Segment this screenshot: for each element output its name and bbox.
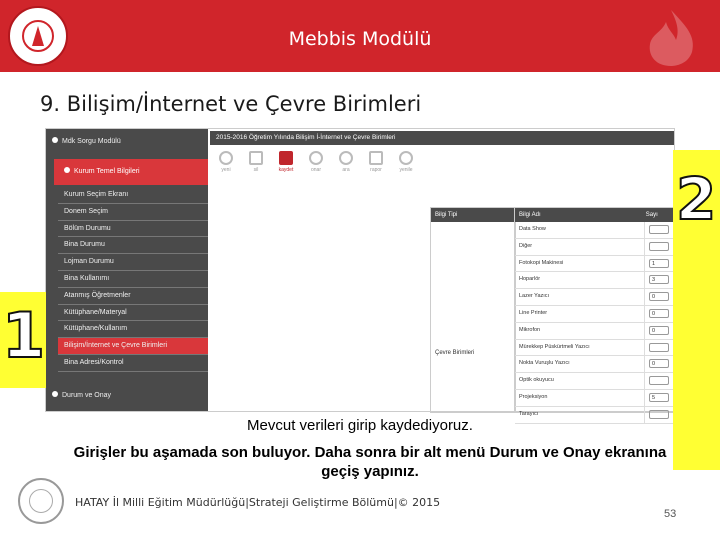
sidebar-item[interactable]: Kurum Seçim Ekranı xyxy=(58,187,208,204)
sayi-cell xyxy=(645,289,675,305)
sidebar-item[interactable]: Kütüphane/Materyal xyxy=(58,305,208,322)
bilgi-adi-cell: Hoparlör xyxy=(515,272,645,288)
sidebar-item[interactable]: Bilişim/İnternet ve Çevre Birimleri xyxy=(58,338,208,355)
footer-logo-icon xyxy=(18,478,64,524)
toolbar-label: kaydet xyxy=(278,167,294,173)
sayi-input[interactable]: 0 xyxy=(649,326,669,335)
sidebar-items xyxy=(58,187,208,372)
column-header-sayi: Sayı xyxy=(645,212,658,218)
sayi-cell xyxy=(645,256,675,272)
bilgi-adi-cell: Lazer Yazıcı xyxy=(515,289,645,305)
toolbar-report-button[interactable] xyxy=(364,149,388,179)
sayi-input[interactable]: 3 xyxy=(649,275,669,284)
content-title-bar: 2015-2016 Öğretim Yılında Bilişim İ-İnternet ve Çevre Birimleri xyxy=(210,131,674,145)
sayi-cell xyxy=(645,222,675,238)
sidebar-item[interactable]: Donem Seçim xyxy=(58,204,208,221)
sayi-input[interactable]: 0 xyxy=(649,309,669,318)
step-number-1: 1 xyxy=(2,299,46,372)
sidebar-top-item[interactable]: Mdk Sorgu Modülü xyxy=(46,131,208,153)
sidebar xyxy=(46,129,208,411)
table-row xyxy=(515,323,675,340)
sidebar-item[interactable]: Lojman Durumu xyxy=(58,254,208,271)
bilgi-tipi-value: Çevre Birimleri xyxy=(435,350,475,356)
table-row xyxy=(515,239,675,256)
bilgi-adi-cell: Data Show xyxy=(515,222,645,238)
sayi-input[interactable]: 0 xyxy=(649,359,669,368)
table-row xyxy=(515,356,675,373)
bilgi-adi-cell: Mürekkep Püskürtmeli Yazıcı xyxy=(515,340,645,356)
bilgi-adi-cell: Optik okuyucu xyxy=(515,373,645,389)
sidebar-item[interactable]: Kütüphane/Kullanım xyxy=(58,321,208,338)
column-header-tip: Bilgi Tipi xyxy=(431,208,515,222)
sayi-input[interactable]: 1 xyxy=(649,259,669,268)
header-bar xyxy=(0,0,720,72)
mebbis-screenshot xyxy=(45,128,675,417)
table-row xyxy=(515,373,675,390)
sidebar-item[interactable]: Bina Durumu xyxy=(58,237,208,254)
flame-watermark-icon xyxy=(636,8,706,68)
toolbar-search-button[interactable] xyxy=(334,149,358,179)
sayi-cell xyxy=(645,356,675,372)
sayi-cell xyxy=(645,306,675,322)
sayi-cell xyxy=(645,323,675,339)
toolbar-save-button[interactable] xyxy=(274,149,298,179)
sayi-cell xyxy=(645,373,675,389)
toolbar-edit-button[interactable] xyxy=(304,149,328,179)
bilgi-adi-cell: Projeksiyon xyxy=(515,390,645,406)
bullet-icon xyxy=(52,391,58,397)
main-content xyxy=(210,129,674,417)
sidebar-item[interactable]: Bölüm Durumu xyxy=(58,221,208,238)
bullet-icon xyxy=(52,137,58,143)
add-icon xyxy=(219,151,233,165)
bilgi-adi-cell: Nokta Vuruşlu Yazıcı xyxy=(515,356,645,372)
report-icon xyxy=(369,151,383,165)
save-icon xyxy=(279,151,293,165)
column-header-ad: Bilgi Adı xyxy=(519,212,541,218)
sidebar-item-durum-onay[interactable]: Durum ve Onay xyxy=(46,385,208,407)
toolbar-label: onar xyxy=(310,167,321,173)
bilgi-table xyxy=(514,207,676,417)
table-row xyxy=(515,340,675,357)
sayi-input[interactable] xyxy=(649,343,669,352)
body-text-1: Mevcut verileri girip kaydediyoruz. xyxy=(247,417,473,434)
refresh-icon xyxy=(399,151,413,165)
sayi-input[interactable] xyxy=(649,376,669,385)
toolbar-label: yeni xyxy=(221,167,231,173)
table-header xyxy=(515,208,675,222)
bilgi-adi-cell: Mikrofon xyxy=(515,323,645,339)
sayi-input[interactable]: 0 xyxy=(649,292,669,301)
table-row xyxy=(515,289,675,306)
table-row xyxy=(515,306,675,323)
step-number-2: 2 xyxy=(676,165,717,233)
sayi-cell xyxy=(645,390,675,406)
sayi-cell xyxy=(645,340,675,356)
sidebar-item[interactable]: Bina Adresi/Kontrol xyxy=(58,355,208,372)
edit-icon xyxy=(309,151,323,165)
toolbar-trash-button[interactable] xyxy=(244,149,268,179)
table-body xyxy=(515,222,675,424)
sayi-input[interactable] xyxy=(649,225,669,234)
table-row xyxy=(515,222,675,239)
sidebar-item[interactable]: Atanmış Öğretmenler xyxy=(58,288,208,305)
page-title: 9. Bilişim/İnternet ve Çevre Birimleri xyxy=(40,92,422,116)
bilgi-adi-cell: Diğer xyxy=(515,239,645,255)
sayi-input[interactable]: 5 xyxy=(649,393,669,402)
bilgi-adi-cell: Line Printer xyxy=(515,306,645,322)
sayi-input[interactable] xyxy=(649,242,669,251)
bilgi-tipi-column xyxy=(430,207,516,413)
page-number: 53 xyxy=(664,508,677,520)
table-row xyxy=(515,256,675,273)
sidebar-item[interactable]: Bina Kullanımı xyxy=(58,271,208,288)
header-title: Mebbis Modülü xyxy=(288,28,432,50)
sayi-cell xyxy=(645,272,675,288)
toolbar-label: sil xyxy=(253,167,259,173)
toolbar xyxy=(214,149,418,179)
table-row xyxy=(515,390,675,407)
bilgi-adi-cell: Tarayıcı xyxy=(515,407,645,423)
trash-icon xyxy=(249,151,263,165)
toolbar-add-button[interactable] xyxy=(214,149,238,179)
toolbar-label: ara xyxy=(342,167,350,173)
sayi-cell xyxy=(645,239,675,255)
sidebar-section[interactable]: Kurum Temel Bilgileri xyxy=(54,159,208,185)
bilgi-adi-cell: Fotokopi Makinesi xyxy=(515,256,645,272)
search-icon xyxy=(339,151,353,165)
toolbar-label: rapor xyxy=(370,167,382,173)
footer-text: HATAY İl Milli Eğitim Müdürlüğü|Strateji Geliştirme Bölümü|© 2015 xyxy=(75,496,441,509)
table-row xyxy=(515,272,675,289)
toolbar-refresh-button[interactable] xyxy=(394,149,418,179)
body-text-2: Girişler bu aşamada son buluyor. Daha sonra bir alt menü Durum ve Onay ekranına geçiş yapınız. xyxy=(73,444,667,480)
toolbar-label: yenile xyxy=(399,167,413,173)
bullet-icon xyxy=(64,167,70,173)
